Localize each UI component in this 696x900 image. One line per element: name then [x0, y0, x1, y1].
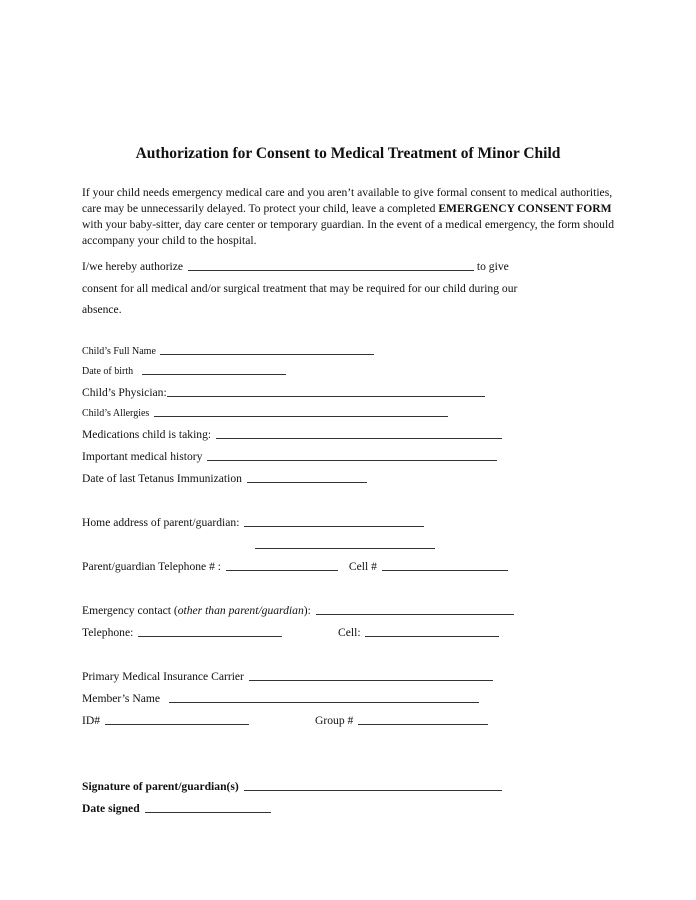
group-row — [315, 714, 488, 727]
allergies-field[interactable] — [154, 416, 448, 417]
home-address-field[interactable] — [244, 526, 424, 527]
insurance-carrier-row — [82, 670, 493, 683]
date-signed-label: Date signed — [82, 802, 140, 815]
tetanus-label: Date of last Tetanus Immunization — [82, 472, 242, 485]
id-field[interactable] — [105, 724, 249, 725]
group-label: Group # — [315, 714, 354, 727]
member-name-row — [82, 692, 479, 705]
emergency-telephone-field[interactable] — [138, 636, 282, 637]
date-signed-field[interactable] — [145, 812, 271, 813]
emergency-contact-note: other than parent/guardian — [177, 604, 304, 617]
medications-row — [82, 428, 502, 441]
intro-bold-text: EMERGENCY CONSENT FORM — [438, 202, 612, 215]
intro-paragraph — [82, 185, 622, 249]
emergency-contact-label-end: ): — [303, 604, 311, 617]
emergency-cell-label: Cell: — [338, 626, 361, 639]
id-label: ID# — [82, 714, 101, 727]
emergency-contact-field[interactable] — [316, 614, 514, 615]
parent-telephone-row — [82, 560, 508, 573]
authorized-person-field[interactable] — [188, 270, 474, 271]
authorization-line-2: consent for all medical and/or surgical treatment that may be required for our child during our — [82, 282, 518, 295]
dob-field[interactable] — [142, 374, 286, 375]
physician-field[interactable] — [167, 396, 485, 397]
emergency-telephone-row — [82, 626, 282, 639]
medical-history-label: Important medical history — [82, 450, 203, 463]
page-title: Authorization for Consent to Medical Treatment of Minor Child — [135, 145, 561, 162]
intro-text: If your child needs emergency medical care and you aren’t available to give formal consent to medical authorities, care may be unnecessarily delayed. To protect your child, leave a completed — [82, 186, 613, 215]
medical-history-row — [82, 450, 497, 463]
home-address-field-line-2[interactable] — [255, 548, 435, 549]
signature-row — [82, 780, 502, 793]
intro-text-end: with your baby-sitter, day care center or temporary guardian. In the event of a medical emergency, the form should accompany your child to the hospital. — [82, 218, 614, 247]
parent-telephone-field[interactable] — [226, 570, 338, 571]
child-full-name-field[interactable] — [160, 354, 374, 355]
authorize-label: I/we hereby authorize — [82, 260, 184, 273]
home-address-row — [82, 516, 424, 529]
child-full-name-row — [82, 346, 374, 357]
group-field[interactable] — [358, 724, 488, 725]
medications-field[interactable] — [216, 438, 502, 439]
emergency-contact-label: Emergency contact ( — [82, 604, 178, 617]
authorize-suffix: to give — [476, 260, 509, 273]
allergies-label: Child’s Allergies — [82, 408, 150, 419]
signature-field[interactable] — [244, 790, 502, 791]
emergency-telephone-label: Telephone: — [82, 626, 134, 639]
physician-row — [82, 386, 485, 399]
emergency-cell-field[interactable] — [365, 636, 499, 637]
id-row — [82, 714, 249, 727]
parent-cell-field[interactable] — [382, 570, 508, 571]
emergency-contact-row — [82, 604, 514, 617]
physician-label: Child’s Physician: — [82, 386, 167, 399]
insurance-carrier-label: Primary Medical Insurance Carrier — [82, 670, 244, 683]
dob-label: Date of birth — [82, 366, 134, 377]
tetanus-row — [82, 472, 367, 485]
insurance-carrier-field[interactable] — [249, 680, 493, 681]
date-signed-row — [82, 802, 271, 815]
dob-row — [82, 366, 286, 377]
member-name-label: Member’s Name — [82, 692, 161, 705]
authorization-line-3: absence. — [82, 303, 122, 316]
home-address-label: Home address of parent/guardian: — [82, 516, 240, 529]
allergies-row — [82, 408, 448, 419]
child-full-name-label: Child’s Full Name — [82, 346, 156, 357]
member-name-field[interactable] — [169, 702, 479, 703]
emergency-cell-row — [338, 626, 499, 639]
parent-telephone-label: Parent/guardian Telephone # : — [82, 560, 222, 573]
medical-history-field[interactable] — [207, 460, 497, 461]
medications-label: Medications child is taking: — [82, 428, 212, 441]
parent-cell-label: Cell # — [348, 560, 377, 573]
signature-label: Signature of parent/guardian(s) — [82, 780, 239, 793]
tetanus-date-field[interactable] — [247, 482, 367, 483]
authorization-line — [82, 260, 509, 273]
